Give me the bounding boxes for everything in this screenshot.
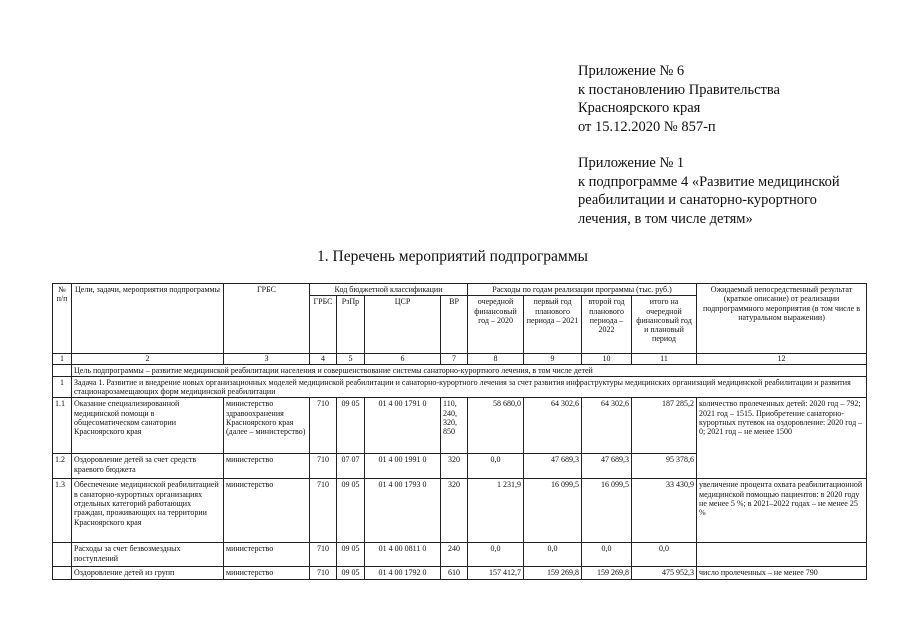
appendix-line: лечения, в том числе детям» — [578, 210, 753, 227]
row-code: 710 — [310, 543, 337, 567]
row-rzpr: 07 07 — [337, 454, 365, 479]
header-2021: первый год планового периода – 2021 — [524, 296, 582, 354]
row-code: 710 — [310, 454, 337, 479]
row-2021: 0,0 — [524, 543, 582, 567]
column-number-row — [53, 354, 867, 364]
row-2021: 16 099,5 — [524, 479, 582, 543]
row-csr: 01 4 00 1791 0 — [365, 398, 441, 454]
column-number: 4 — [310, 354, 337, 364]
row-total: 95 378,6 — [632, 454, 697, 479]
row-name: Обеспечение медицинской реабилитацией в санаторно-курортных организациях отдельных категорий работающих граждан, проживающих на территории Красноярского края — [72, 479, 224, 543]
row-num: 1.2 — [53, 454, 72, 479]
header-csr: ЦСР — [365, 296, 441, 354]
row-grbs: министерство — [224, 567, 310, 579]
row-2020: 157 412,7 — [468, 567, 524, 579]
goal-row — [53, 364, 867, 376]
row-result: количество пролеченных детей: 2020 год – 792; 2021 год – 1515. Приобретение санаторно-курортных путевок на оздоровление: 2020 год – 0; 2021 год – не менее 1500 — [697, 398, 867, 479]
row-name: Оздоровление детей из групп — [72, 567, 224, 579]
header-goals: Цели, задачи, мероприятия подпрограммы — [72, 284, 224, 354]
row-grbs: министерство — [224, 543, 310, 567]
row-2022: 64 302,6 — [582, 398, 632, 454]
row-grbs: министерство здравоохранения Красноярского края (далее – министерство) — [224, 398, 310, 454]
row-rzpr: 09 05 — [337, 543, 365, 567]
appendix-line: Приложение № 1 — [578, 155, 685, 171]
row-vr: 320 — [441, 454, 468, 479]
row-vr: 610 — [441, 567, 468, 579]
row-2022: 159 269,8 — [582, 567, 632, 579]
row-result: число пролеченных – не менее 790 — [697, 567, 867, 579]
row-total: 33 430,9 — [632, 479, 697, 543]
row-result — [697, 543, 867, 567]
goal-num-cell — [53, 364, 72, 376]
row-rzpr: 09 05 — [337, 567, 365, 579]
row-csr: 01 4 00 1792 0 — [365, 567, 441, 579]
header-code-grbs: ГРБС — [310, 296, 337, 354]
appendix-line: реабилитации и санаторно-курортного — [578, 192, 817, 208]
appendix-line: Красноярского края — [578, 100, 701, 116]
header-num: № п/п — [53, 284, 72, 354]
row-name: Оздоровление детей за счет средств краевого бюджета — [72, 454, 224, 479]
row-code: 710 — [310, 398, 337, 454]
row-2022: 0,0 — [582, 543, 632, 567]
row-code: 710 — [310, 567, 337, 579]
row-num — [53, 543, 72, 567]
row-2020: 0,0 — [468, 454, 524, 479]
column-number: 7 — [441, 354, 468, 364]
header-result: Ожидаемый непосредственный результат (краткое описание) от реализации подпрограммного мероприятия (в том числе в натуральном выражении) — [697, 284, 867, 354]
row-2022: 47 689,3 — [582, 454, 632, 479]
row-rzpr: 09 05 — [337, 398, 365, 454]
row-csr: 01 4 00 0811 0 — [365, 543, 441, 567]
header-budget-code: Код бюджетной классификации — [310, 284, 468, 296]
table-row — [53, 398, 867, 454]
row-rzpr: 09 05 — [337, 479, 365, 543]
header-rzpr: РзПр — [337, 296, 365, 354]
appendix-line: от 15.12.2020 № 857-п — [578, 118, 716, 135]
header-2022: второй год планового периода – 2022 — [582, 296, 632, 354]
row-vr: 110, 240, 320, 850 — [441, 398, 468, 454]
row-result: увеличение процента охвата реабилитационной медицинской помощью пациентов: в 2020 году не менее 5 %; в 2021–2022 годах – не менее 25 % — [697, 479, 867, 543]
row-grbs: министерство — [224, 479, 310, 543]
column-number: 6 — [365, 354, 441, 364]
appendix-spacer — [578, 136, 898, 154]
row-name: Расходы за счет безвозмездных поступлений — [72, 543, 224, 567]
row-2020: 58 680,0 — [468, 398, 524, 454]
column-number: 11 — [632, 354, 697, 364]
appendix-block — [578, 62, 898, 228]
task-row — [53, 376, 867, 398]
row-vr: 240 — [441, 543, 468, 567]
column-number: 9 — [524, 354, 582, 364]
row-total: 475 952,3 — [632, 567, 697, 579]
row-2020: 0,0 — [468, 543, 524, 567]
column-number: 8 — [468, 354, 524, 364]
header-total: итого на очередной финансовый год и плановый период — [632, 296, 697, 354]
row-2022: 16 099,5 — [582, 479, 632, 543]
task-num: 1 — [53, 376, 72, 398]
column-number: 5 — [337, 354, 365, 364]
row-csr: 01 4 00 1793 0 — [365, 479, 441, 543]
task-text: Задача 1. Развитие и внедрение новых организационных моделей медицинской реабилитации и санаторно-курортного лечения за счет развития инфраструктуры медицинских организаций медицинской реабилитации и развития стационарозамещающих форм медицинской реабилитации — [72, 376, 867, 398]
row-total: 0,0 — [632, 543, 697, 567]
row-vr: 320 — [441, 479, 468, 543]
row-num — [53, 567, 72, 579]
appendix-line: к постановлению Правительства — [578, 81, 780, 98]
table-row — [53, 543, 867, 567]
header-2020: очередной финансовый год – 2020 — [468, 296, 524, 354]
column-number: 1 — [53, 354, 72, 364]
row-num: 1.1 — [53, 398, 72, 454]
document-title: 1. Перечень мероприятий подпрограммы — [317, 248, 588, 265]
header-expenses: Расходы по годам реализации программы (тыс. руб.) — [468, 284, 697, 296]
header-grbs: ГРБС — [224, 284, 310, 354]
column-number: 3 — [224, 354, 310, 364]
goal-text: Цель подпрограммы – развитие медицинской реабилитации населения и совершенствование системы санаторно-курортного лечения, в том числе детей — [72, 364, 867, 376]
column-number: 10 — [582, 354, 632, 364]
row-csr: 01 4 00 1991 0 — [365, 454, 441, 479]
header-vr: ВР — [441, 296, 468, 354]
appendix-line: Приложение № 6 — [578, 63, 685, 79]
subprogram-measures-table — [52, 283, 867, 580]
row-code: 710 — [310, 479, 337, 543]
row-2021: 64 302,6 — [524, 398, 582, 454]
row-num: 1.3 — [53, 479, 72, 543]
row-2021: 47 689,3 — [524, 454, 582, 479]
table-row — [53, 567, 867, 579]
row-name: Оказание специализированной медицинской помощи в общесоматическом санатории Красноярского края — [72, 398, 224, 454]
appendix-line: к подпрограмме 4 «Развитие медицинской — [578, 173, 840, 190]
table-row — [53, 479, 867, 543]
column-number: 12 — [697, 354, 867, 364]
row-grbs: министерство — [224, 454, 310, 479]
column-number: 2 — [72, 354, 224, 364]
row-total: 187 285,2 — [632, 398, 697, 454]
table-header-row — [53, 284, 867, 296]
row-2020: 1 231,9 — [468, 479, 524, 543]
row-2021: 159 269,8 — [524, 567, 582, 579]
